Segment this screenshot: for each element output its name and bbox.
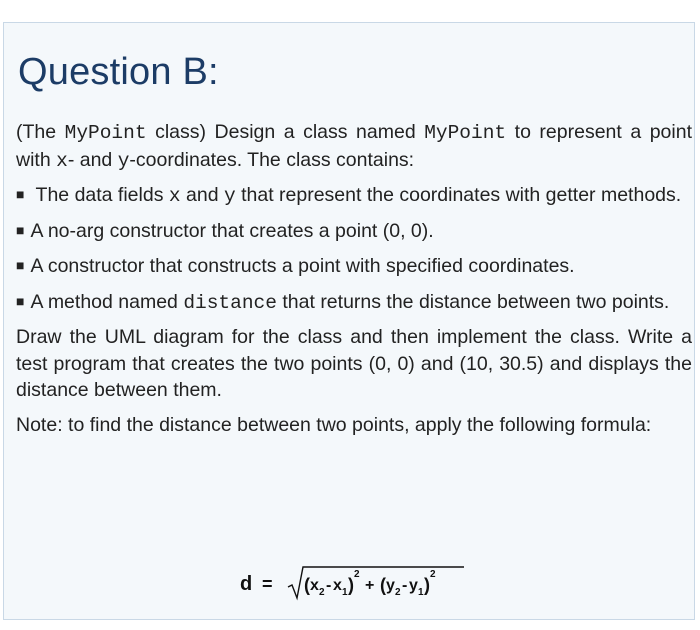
bullet-text: that represent the coordinates with getter methods.	[235, 184, 682, 206]
formula-plus: +	[365, 577, 375, 594]
formula-lhs: d	[240, 573, 253, 595]
bullet-icon: ■	[16, 186, 25, 202]
bullet-item-distance-method	[16, 289, 692, 317]
formula-minus: -	[402, 577, 408, 594]
intro-text: - and	[67, 148, 118, 171]
formula-paren: )	[348, 575, 354, 595]
formula-sub: 1	[342, 587, 348, 598]
bullet-text: A method named	[30, 290, 184, 313]
bullet-item-no-arg-constructor	[16, 218, 692, 246]
instructions-paragraph: Draw the UML diagram for the class and then implement the class. Write a test program that creates the two points (0, 0) and (10, 30.5) and displays the distance between them.	[16, 326, 692, 401]
y-code: y	[223, 185, 236, 207]
formula-var: x	[310, 577, 319, 594]
bullet-text: A constructor that constructs a point with specified coordinates.	[30, 255, 575, 277]
formula-sup: 2	[354, 569, 360, 580]
formula-minus: -	[326, 577, 332, 594]
bullet-item-data-fields	[16, 182, 692, 210]
formula-sub: 2	[319, 587, 325, 598]
x-code: x	[168, 185, 181, 207]
intro-paragraph	[16, 119, 692, 174]
x-code: x	[56, 149, 68, 172]
formula-sub: 2	[395, 587, 401, 598]
formula-sub: 1	[418, 587, 424, 598]
bullet-icon: ■	[16, 257, 25, 273]
formula-sup: 2	[430, 569, 436, 580]
intro-text: (The	[16, 121, 65, 143]
question-title: Question B:	[18, 51, 219, 93]
formula-var: y	[409, 577, 418, 594]
question-body	[16, 119, 692, 446]
formula-var: y	[386, 577, 395, 594]
y-code: y	[117, 149, 130, 172]
intro-text: -coordinates. The class contains:	[129, 148, 415, 171]
class-name-code: MyPoint	[64, 122, 147, 144]
bullet-text: and	[180, 184, 224, 206]
formula-var: x	[333, 577, 342, 594]
distance-formula	[236, 563, 466, 603]
formula-paren: (	[380, 575, 386, 595]
bullet-icon: ■	[16, 292, 25, 309]
bullet-item-constructor	[16, 253, 692, 281]
formula-paren: )	[424, 575, 430, 595]
intro-text: to represent a point with	[16, 121, 692, 171]
bullet-text: A no-arg constructor that creates a point (0, 0).	[30, 219, 434, 242]
formula-equals: =	[262, 574, 273, 594]
bullet-text: that returns the distance between two points.	[276, 290, 670, 313]
class-name-code: MyPoint	[424, 122, 507, 144]
bullet-icon: ■	[16, 221, 25, 238]
distance-code: distance	[183, 291, 277, 314]
bullet-text: The data fields	[35, 184, 169, 206]
intro-text: class) Design a class named	[146, 121, 425, 143]
formula-paren: (	[304, 575, 310, 595]
question-card	[3, 22, 695, 620]
note-paragraph: Note: to find the distance between two points, apply the following formula:	[16, 413, 652, 436]
